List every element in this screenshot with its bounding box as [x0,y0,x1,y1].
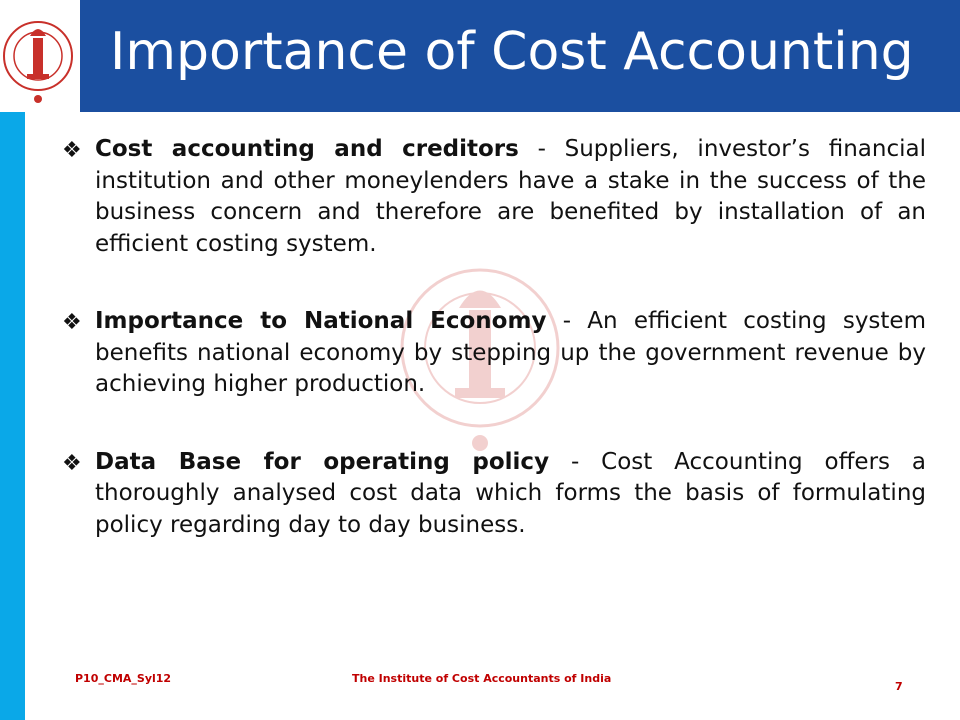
logo-area [0,0,80,112]
institute-seal-icon [0,0,80,112]
bullet-body: - Suppliers, investor’s financial institution and other moneylenders have a stake in the success of the business concern and therefore are benefited by installation of an efficient costing system. [95,136,926,257]
footer-institute: The Institute of Cost Accountants of India [352,672,612,685]
page-number: 7 [895,680,903,693]
footer-code: P10_CMA_Syl12 [75,672,172,685]
diamond-bullet-icon: ❖ [62,310,82,335]
bullet-heading: Cost accounting and creditors [95,136,519,162]
diamond-bullet-icon: ❖ [62,450,82,476]
bullet-heading: Importance to National Economy [95,308,547,334]
bullet-body: - Cost Accounting offers a thoroughly analysed cost data which forms the basis of formulating policy regarding day to day business. [95,448,926,538]
left-accent-strip [0,112,25,720]
slide-title: Importance of Cost Accounting [110,22,914,82]
bullet-item-creditors [60,134,926,260]
bullet-item-operating-policy [60,447,926,542]
bullet-list [60,134,926,587]
bullet-heading: Data Base for operating policy [95,448,550,475]
diamond-bullet-icon: ❖ [62,138,82,163]
bullet-item-national-economy [60,306,926,401]
bullet-body: - An efficient costing system benefits national economy by stepping up the government revenue by achieving higher production. [95,308,926,397]
